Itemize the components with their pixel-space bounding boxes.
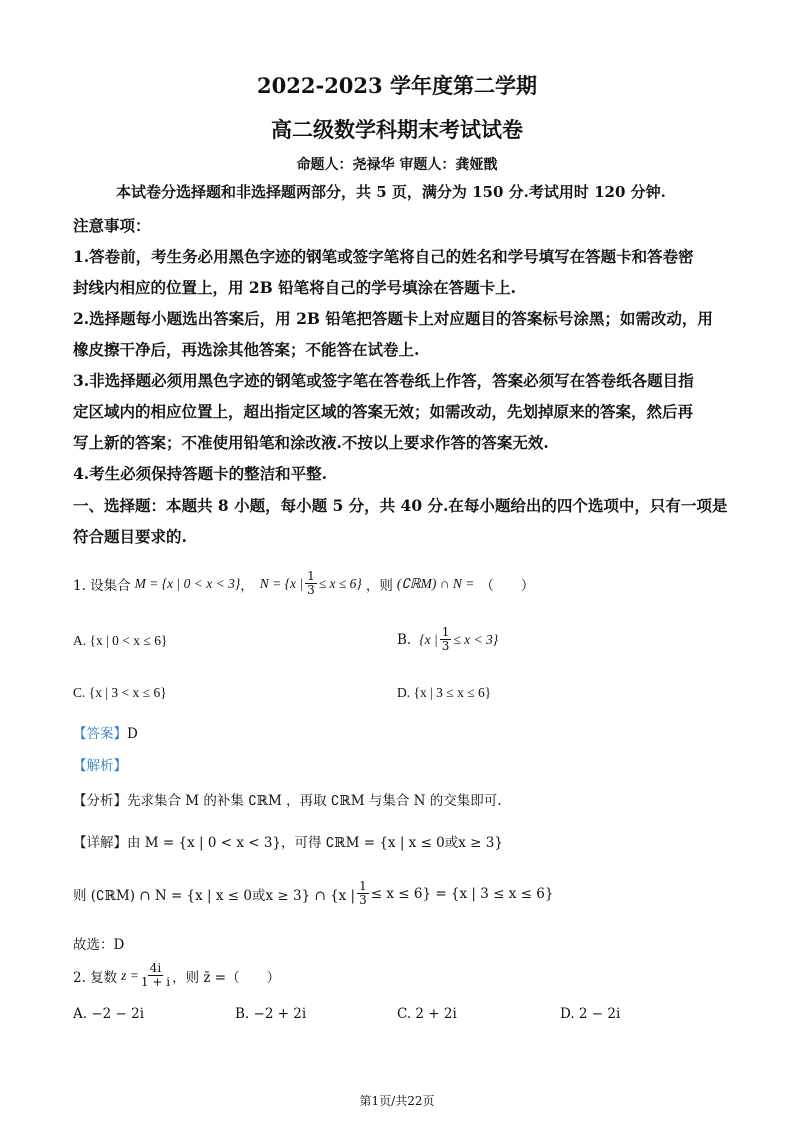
q1-option-a: A. {x | 0 < x ≤ 6} [73, 633, 168, 648]
note-3-line-2: 定区域内的相应位置上，超出指定区域的答案无效；如需改动，先划掉原来的答案，然后再 [73, 402, 694, 421]
q1-detail-line [73, 831, 503, 851]
section-1-line-2: 符合题目要求的. [73, 527, 187, 546]
q1-frac-den: 3 [307, 583, 315, 597]
note-2-line-2: 橡皮擦干净后，再选涂其他答案；不能答在试卷上. [73, 340, 420, 359]
q1-sep-1: ， [240, 577, 254, 594]
q1-set-n-right: ≤ x ≤ 6} [318, 575, 362, 591]
q1-step-fraction [357, 880, 369, 907]
q1-option-b-left: {x | [419, 631, 438, 647]
note-3-line-3: 写上新的答案；不准使用铅笔和涂改液.不按以上要求作答的答案无效. [73, 433, 549, 452]
q2-prefix: 2. 复数 [73, 969, 118, 986]
q2-fraction [141, 962, 170, 989]
q1-answer-value: D [127, 726, 138, 742]
question-2-stem [73, 962, 280, 989]
q1-analysis-text: 先求集合 M 的补集 ∁ℝM ，再取 ∁ℝM 与集合 N 的交集即可. [127, 793, 502, 809]
q1-step-left: 则 (∁ℝM) ∩ N = {x | x ≤ 0或x ≥ 3} ∩ {x | [73, 887, 356, 904]
q1-solution-step [73, 880, 553, 907]
exam-course-title: 高二级数学科期末考试试卷 [271, 117, 523, 142]
q1-step-num: 1 [359, 879, 367, 893]
q1-option-b-right: ≤ x < 3} [453, 631, 499, 647]
q2-option-a: A. −2 − 2i [73, 1006, 145, 1022]
answer-tag: 【答案】 [73, 726, 127, 742]
q2-option-b: B. −2 + 2i [235, 1006, 307, 1022]
q1-option-b-den: 3 [441, 639, 450, 653]
question-1-stem [73, 570, 534, 597]
note-4: 4.考生必须保持答题卡的整洁和平整. [73, 464, 328, 483]
notes-heading: 注意事项： [73, 216, 151, 235]
q1-option-c: C. {x | 3 < x ≤ 6} [73, 685, 167, 700]
q1-expression: (∁ℝM) ∩ N = [396, 575, 475, 591]
q1-frac-num: 1 [307, 569, 315, 583]
q1-option-d: D. {x | 3 ≤ x ≤ 6} [397, 685, 492, 700]
note-3-line-1: 3.非选择题必须用黑色字迹的钢笔或签字笔在答卷纸上作答，答案必须写在答卷纸各题目指 [73, 371, 694, 390]
analysis-tag: 【解析】 [73, 758, 127, 774]
q1-step-right: ≤ x ≤ 6} = {x | 3 ≤ x ≤ 6} [370, 885, 554, 902]
note-2-line-1: 2.选择题每小题选出答案后，用 2B 铅笔把答题卡上对应题目的答案标号涂黑；如需改动，用 [73, 309, 713, 328]
q1-answer-blank: （ ） [480, 577, 535, 594]
q1-set-n-left: N = {x | [259, 575, 304, 591]
q1-option-b-label: B. [397, 631, 412, 648]
q1-analysis-line [73, 789, 502, 809]
authors-line: 命题人：尧禄华 审题人：龚娅戬 [296, 157, 498, 173]
q1-option-b-num: 1 [441, 625, 450, 639]
note-1-line-1: 1.答卷前，考生务必用黑色字迹的钢笔或签字笔将自己的姓名和学号填写在答题卡和答卷密 [73, 247, 694, 266]
q1-step-den: 3 [359, 893, 367, 907]
q1-option-b [397, 626, 498, 653]
q2-option-c: C. 2 + 2i [397, 1006, 457, 1022]
q2-frac-den: 1 + i [140, 975, 171, 989]
q2-frac-num: 4i [149, 961, 162, 975]
q1-conclusion: 故选：D [73, 937, 125, 953]
note-1-line-2: 封线内相应的位置上，用 2B 铅笔将自己的学号填涂在答题卡上. [73, 278, 517, 297]
q1-sep-2: ，则 [365, 577, 393, 594]
page-number: 第1页/共22页 [359, 1094, 435, 1108]
q1-prefix: 1. 设集合 [73, 577, 131, 594]
fenxi-tag: 【分析】 [73, 793, 127, 809]
q2-tail: ，则 z̄ =（ ） [172, 969, 281, 986]
detail-tag: 【详解】 [73, 835, 127, 851]
q1-detail-text: 由 M = {x | 0 < x < 3}，可得 ∁ℝM = {x | x ≤ 0或x ≥ 3} [127, 835, 503, 851]
section-1-line-1: 一、选择题：本题共 8 小题，每小题 5 分，共 40 分.在每小题给出的四个选项中，只有一项是 [73, 496, 728, 515]
q2-option-d: D. 2 − 2i [560, 1006, 621, 1022]
exam-year-title: 2022-2023 学年度第二学期 [257, 73, 537, 98]
q1-answer-line [73, 722, 138, 742]
q1-set-m: M = {x | 0 < x < 3} [134, 575, 241, 591]
q2-z-eq: z = [121, 967, 139, 983]
q1-option-b-fraction [440, 626, 452, 653]
q1-set-n-fraction [305, 570, 317, 597]
intro-line: 本试卷分选择题和非选择题两部分，共 5 页，满分为 150 分.考试用时 120 分钟. [116, 183, 666, 201]
